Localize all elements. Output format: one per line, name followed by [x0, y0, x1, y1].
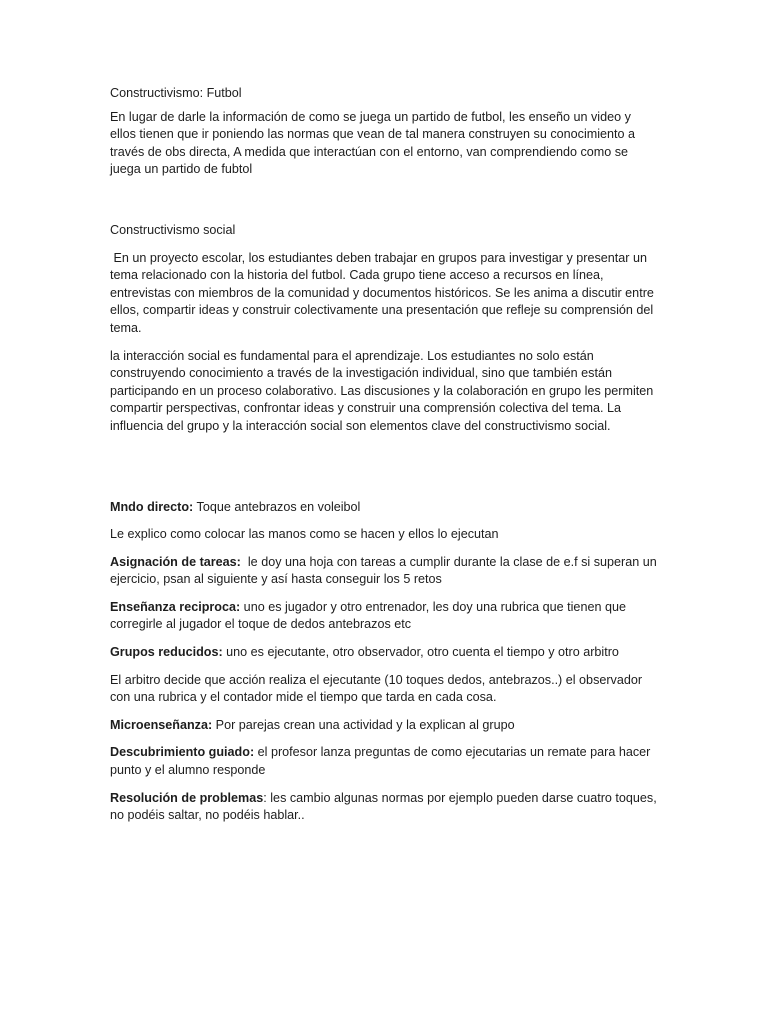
item-resolucion-problemas: [110, 790, 660, 825]
text-descubrimiento-guiado: el profesor lanza preguntas de como ejecutarias un remate para hacer punto y el alumno responde: [110, 745, 651, 778]
label-resolucion-problemas: Resolución de problemas: [110, 790, 264, 805]
spacer: [110, 446, 660, 499]
paragraph-grupos-reducidos-detail: El arbitro decide que acción realiza el ejecutante (10 toques dedos, antebrazos..) el observador con una rubrica y el contador mide el tiempo que tarda en cada cosa.: [110, 672, 643, 705]
section-title-constructivismo-social: Constructivismo social: [110, 222, 236, 237]
paragraph-constructivismo-futbol: En lugar de darle la información de como se juega un partido de futbol, les enseño un video y ellos tienen que ir poniendo las normas que vean de tal manera construyen su conocimiento a través de obs directa, A medida que interactúan con el entorno, van comprendiendo como se juega un partido de fubtol: [110, 109, 636, 177]
text-asignacion-tareas: le doy una hoja con tareas a cumplir durante la clase de e.f si superan un ejercicio, psan al siguiente y así hasta conseguir los 5 retos: [110, 554, 661, 587]
label-mando-directo: Mndo directo:: [110, 499, 194, 514]
section-title-constructivismo-futbol: Constructivismo: Futbol: [110, 86, 242, 100]
text-resolucion-problemas: : les cambio algunas normas por ejemplo pueden darse cuatro toques, no podéis saltar, no podéis hablar..: [110, 790, 657, 823]
paragraph-mando-directo-detail: Le explico como colocar las manos como se hacen y ellos lo ejecutan: [110, 527, 499, 542]
spacer: [110, 189, 660, 222]
item-mando-directo: [110, 499, 660, 517]
item-ensenanza-reciproca: [110, 599, 660, 634]
text-mando-directo: Toque antebrazos en voleibol: [193, 499, 361, 514]
text-grupos-reducidos: uno es ejecutante, otro observador, otro cuenta el tiempo y otro arbitro: [222, 645, 619, 660]
paragraph-proyecto-escolar: En un proyecto escolar, los estudiantes deben trabajar en grupos para investigar y presentar un tema relacionado con la historia del futbol. Cada grupo tiene acceso a recursos en línea, entrevistas con miembros de la comunidad y documentos históricos. Se les anima a discutir entre ellos, compartir ideas y construir colectivamente una presentación que refleje su comprensión del tema.: [110, 250, 658, 335]
label-descubrimiento-guiado: Descubrimiento guiado:: [110, 745, 255, 760]
item-microensenanza: [110, 717, 660, 735]
paragraph-interaccion-social: la interacción social es fundamental para el aprendizaje. Los estudiantes no solo están construyendo conocimiento a través de la investigación individual, sino que también están participando en un proceso colaborativo. Las discusiones y la colaboración en grupo les permiten compartir perspectivas, confrontar ideas y construir una comprensión colectiva del tema. La influencia del grupo y la interacción social son elementos clave del constructivismo social.: [110, 348, 654, 433]
label-grupos-reducidos: Grupos reducidos:: [110, 645, 223, 660]
text-microensenanza: Por parejas crean una actividad y la explican al grupo: [212, 717, 515, 732]
label-asignacion-tareas: Asignación de tareas:: [110, 554, 241, 569]
item-descubrimiento-guiado: [110, 744, 660, 779]
label-microensenanza: Microenseñanza:: [110, 717, 213, 732]
item-grupos-reducidos: [110, 644, 660, 662]
text-ensenanza-reciproca: uno es jugador y otro entrenador, les doy una rubrica que tienen que corregirle al jugador el toque de dedos antebrazos etc: [110, 599, 626, 632]
label-ensenanza-reciproca: Enseñanza reciproca:: [110, 599, 241, 614]
item-asignacion-tareas: [110, 554, 660, 589]
